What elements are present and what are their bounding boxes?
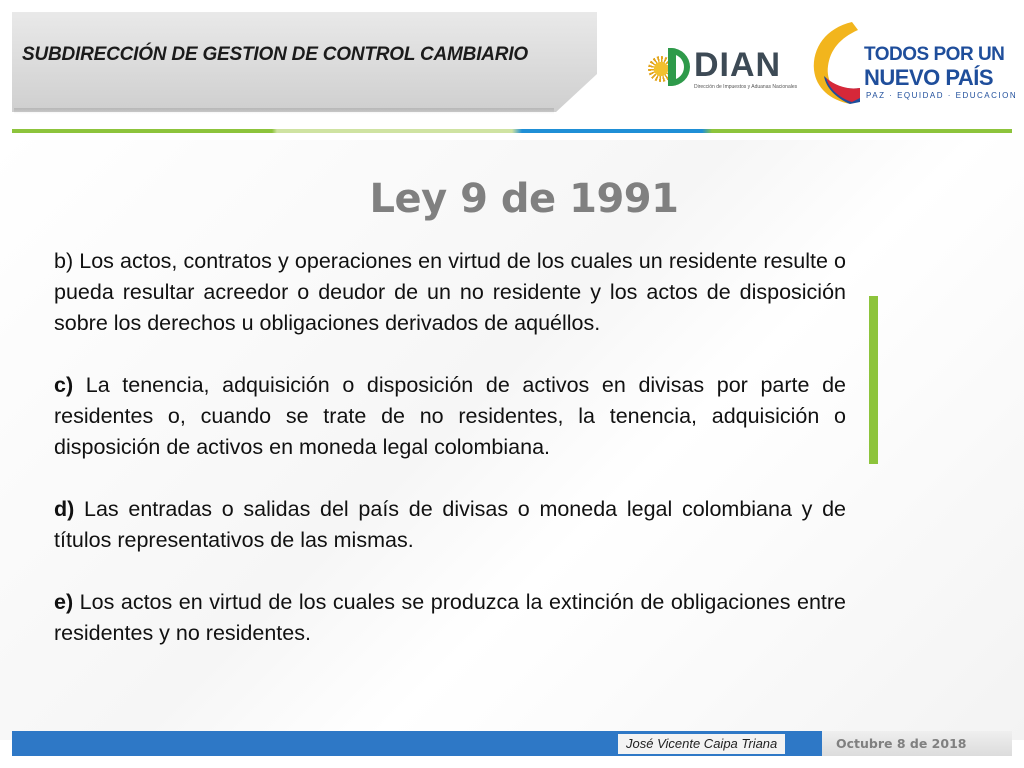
accent-bar [869, 296, 878, 464]
paragraph-e [54, 587, 846, 649]
slide-content [54, 246, 846, 680]
header-divider [12, 129, 1012, 133]
dian-logo [648, 40, 798, 96]
paragraph-e-text: Los actos en virtud de los cuales se produzca la extinción de obligaciones entre residentes y no residentes. [54, 590, 846, 645]
dian-logo-text: DIAN [694, 46, 782, 84]
gov-logo-line2: NUEVO PAÍS [864, 65, 994, 90]
dian-logo-subtitle: Dirección de Impuestos y Aduanas Nacionales [694, 84, 798, 90]
paragraph-c-text: La tenencia, adquisición o disposición de activos en divisas por parte de residentes o, cuando se trate de no residentes, la tenencia, adquisición o disposición de activos en moneda legal colombiana. [54, 373, 846, 459]
paragraph-e-label: e) [54, 590, 74, 614]
paragraph-d [54, 494, 846, 556]
footer-date: Octubre 8 de 2018 [822, 731, 1012, 756]
paragraph-b-text: b) Los actos, contratos y operaciones en virtud de los cuales un residente resulte o pueda resultar acreedor o deudor de un no residente y los actos de disposición sobre los derechos u obligaciones derivados de aquéllos. [54, 249, 846, 335]
dian-d-icon [668, 48, 690, 86]
paragraph-d-text: Las entradas o salidas del país de divisas o moneda legal colombiana y de títulos representativos de las mismas. [54, 497, 846, 552]
gov-logo-tagline: PAZ · EQUIDAD · EDUCACION [866, 91, 1018, 100]
flag-wave-icon [806, 18, 862, 110]
gov-logo [806, 18, 1018, 110]
gov-logo-line1: TODOS POR UN [864, 44, 1005, 65]
header-tab-shadow [14, 108, 554, 114]
slide-title: Ley 9 de 1991 [369, 176, 679, 222]
header-title: SUBDIRECCIÓN DE GESTION DE CONTROL CAMBIARIO [22, 44, 528, 65]
footer-author: José Vicente Caipa Triana [618, 734, 785, 754]
paragraph-c-label: c) [54, 373, 74, 397]
paragraph-d-label: d) [54, 497, 75, 521]
paragraph-b [54, 246, 846, 339]
paragraph-c [54, 370, 846, 463]
